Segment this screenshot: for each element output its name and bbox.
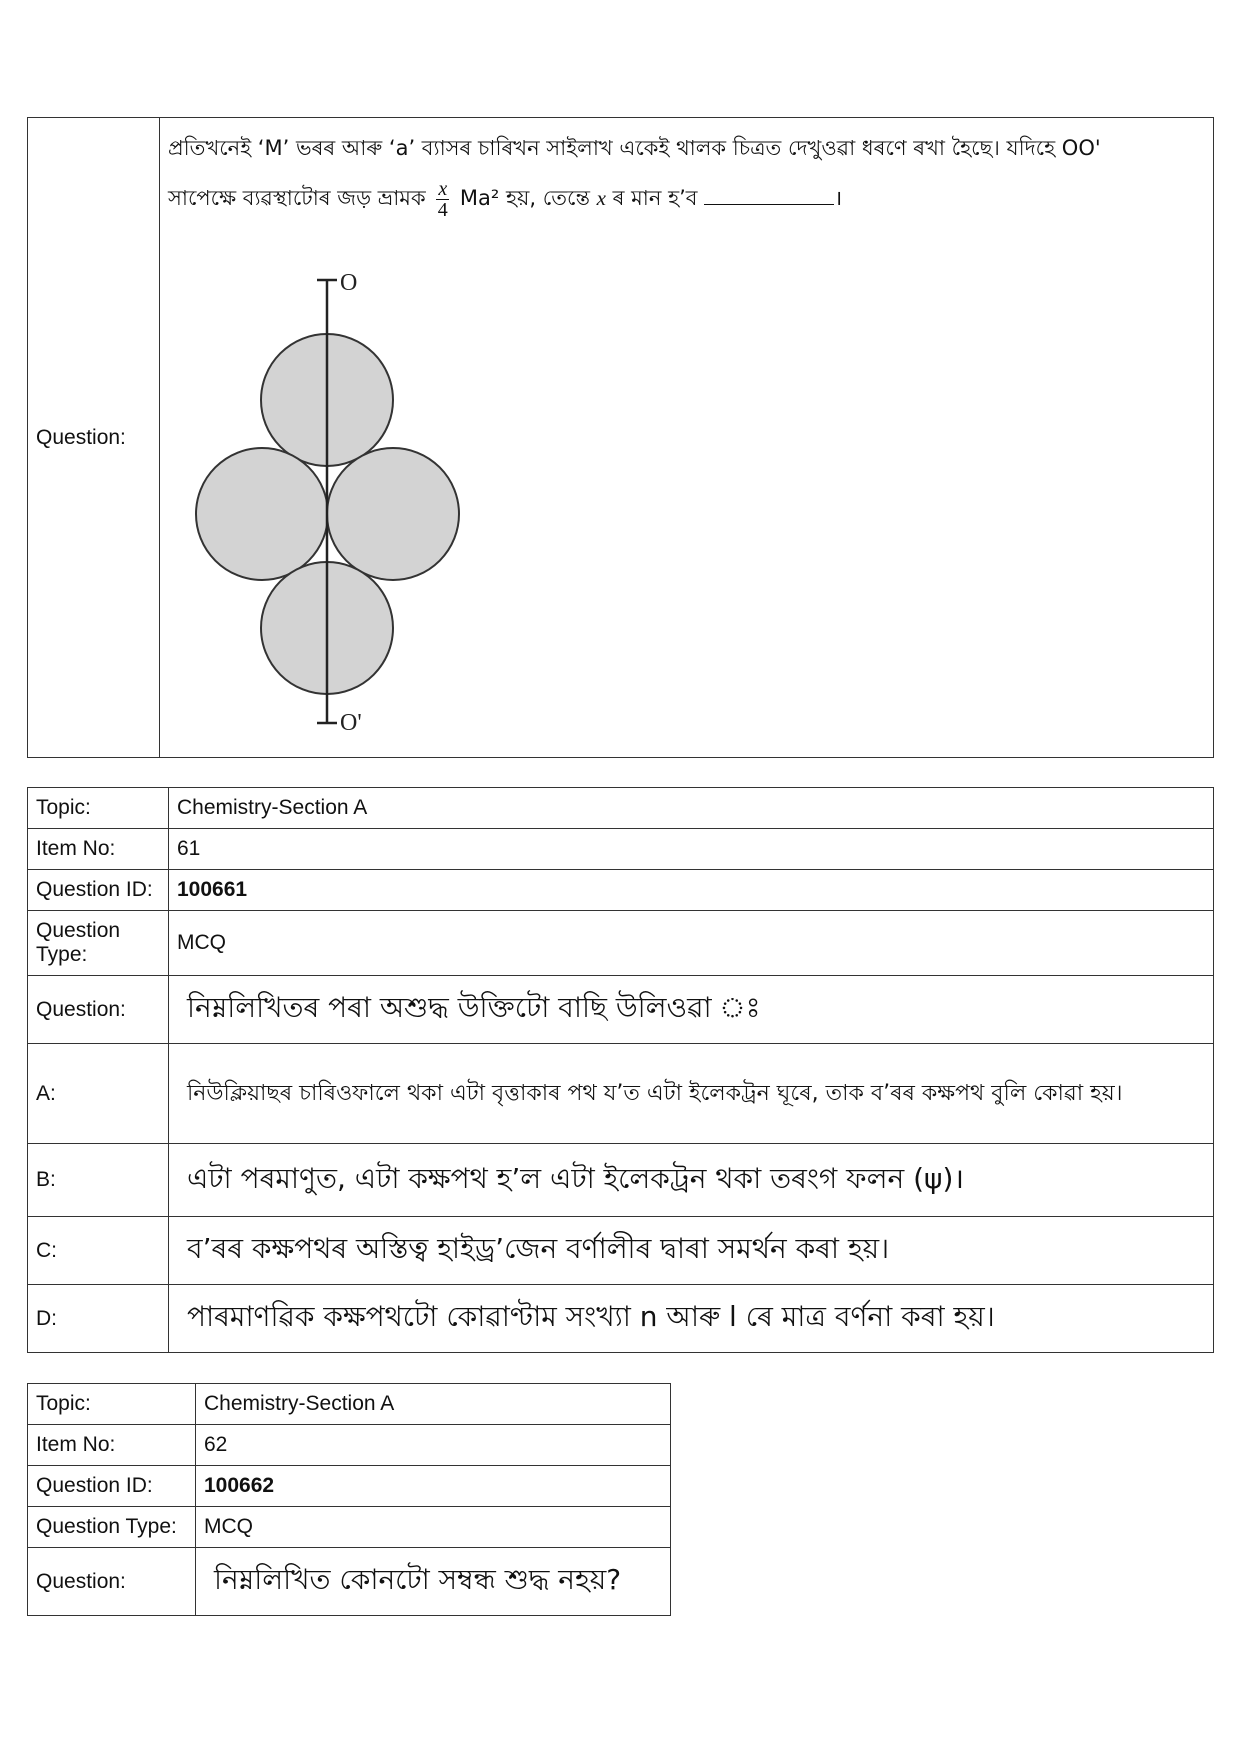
question-label: Question: [28,1548,196,1616]
question-id-value: 100661 [169,870,1214,911]
question-line-2-after: ৰ মান হ’ব [612,186,698,210]
option-d-label: D: [28,1285,169,1353]
question-label: Question: [28,118,160,758]
question-content [160,118,1214,758]
item-no-label: Item No: [28,829,169,870]
question-line-2-expr: Ma² হয়, তেন্তে [459,186,590,210]
question-61-table [27,787,1214,1353]
question-line-2-start: সাপেক্ষে ব্যৱস্থাটোৰ জড় ভ্ৰামক [168,186,426,210]
axis-label-bottom: O' [340,710,362,736]
topic-label: Topic: [28,788,169,829]
four-disc-figure [180,268,480,748]
axis-label-top: O [340,270,358,296]
question-62-table [27,1383,671,1616]
fraction-denominator: 4 [437,198,448,221]
question-60-table [27,117,1214,758]
item-no-value: 61 [169,829,1214,870]
question-type-label: Question Type: [28,911,169,976]
item-no-value: 62 [196,1425,671,1466]
item-no-label: Item No: [28,1425,196,1466]
topic-value: Chemistry-Section A [196,1384,671,1425]
topic-label: Topic: [28,1384,196,1425]
option-c-text: ব’ৰৰ কক্ষপথৰ অস্তিত্ব হাইড্ৰ’জেন বৰ্ণালীৰ দ্বাৰা সমৰ্থন কৰা হয়। [169,1217,1214,1285]
question-label: Question: [28,976,169,1044]
option-a-label: A: [28,1044,169,1144]
question-text: নিম্নলিখিতৰ পৰা অশুদ্ধ উক্তিটো বাছি উলিওৱা ঃ [169,976,1214,1044]
question-id-label: Question ID: [28,870,169,911]
question-type-label: Question Type: [28,1507,196,1548]
option-c-label: C: [28,1217,169,1285]
question-type-value: MCQ [169,911,1214,976]
disc-right [327,448,459,580]
fraction-numerator: x [438,177,448,200]
question-id-value: 100662 [196,1466,671,1507]
question-text: নিম্নলিখিত কোনটো সম্বন্ধ শুদ্ধ নহয়? [196,1548,671,1616]
option-d-text: পাৰমাণৱিক কক্ষপথটো কোৱাণ্টাম সংখ্যা n আৰু l ৰে মাত্র বৰ্ণনা কৰা হয়। [169,1285,1214,1353]
option-b-label: B: [28,1144,169,1217]
question-line-1: প্রতিখনেই ‘M’ ভৰৰ আৰু ‘a’ ব্যাসৰ চাৰিখন সাইলাখ একেই থালক চিত্রত দেখুওৱা ধৰণে ৰখা হৈছে। যদিহে OO' [168,136,1101,160]
option-b-text: এটা পৰমাণুত, এটা কক্ষপথ হ’ল এটা ইলেকট্রন থকা তৰংগ ফলন (ψ)। [169,1144,1214,1217]
question-id-label: Question ID: [28,1466,196,1507]
question-type-value: MCQ [196,1507,671,1548]
fraction-x-over-4 [436,179,449,220]
topic-value: Chemistry-Section A [169,788,1214,829]
question-variable-x: x [596,186,606,210]
disc-left [196,448,328,580]
option-a-text: নিউক্লিয়াছৰ চাৰিওফালে থকা এটা বৃত্তাকাৰ পথ য’ত এটা ইলেকট্রন ঘূৰে, তাক ব’ৰৰ কক্ষপথ বুলি কোৱা হয়। [169,1044,1214,1144]
question-line-2 [168,174,1205,220]
answer-blank [704,184,834,205]
question-line-2-end: । [834,186,843,210]
